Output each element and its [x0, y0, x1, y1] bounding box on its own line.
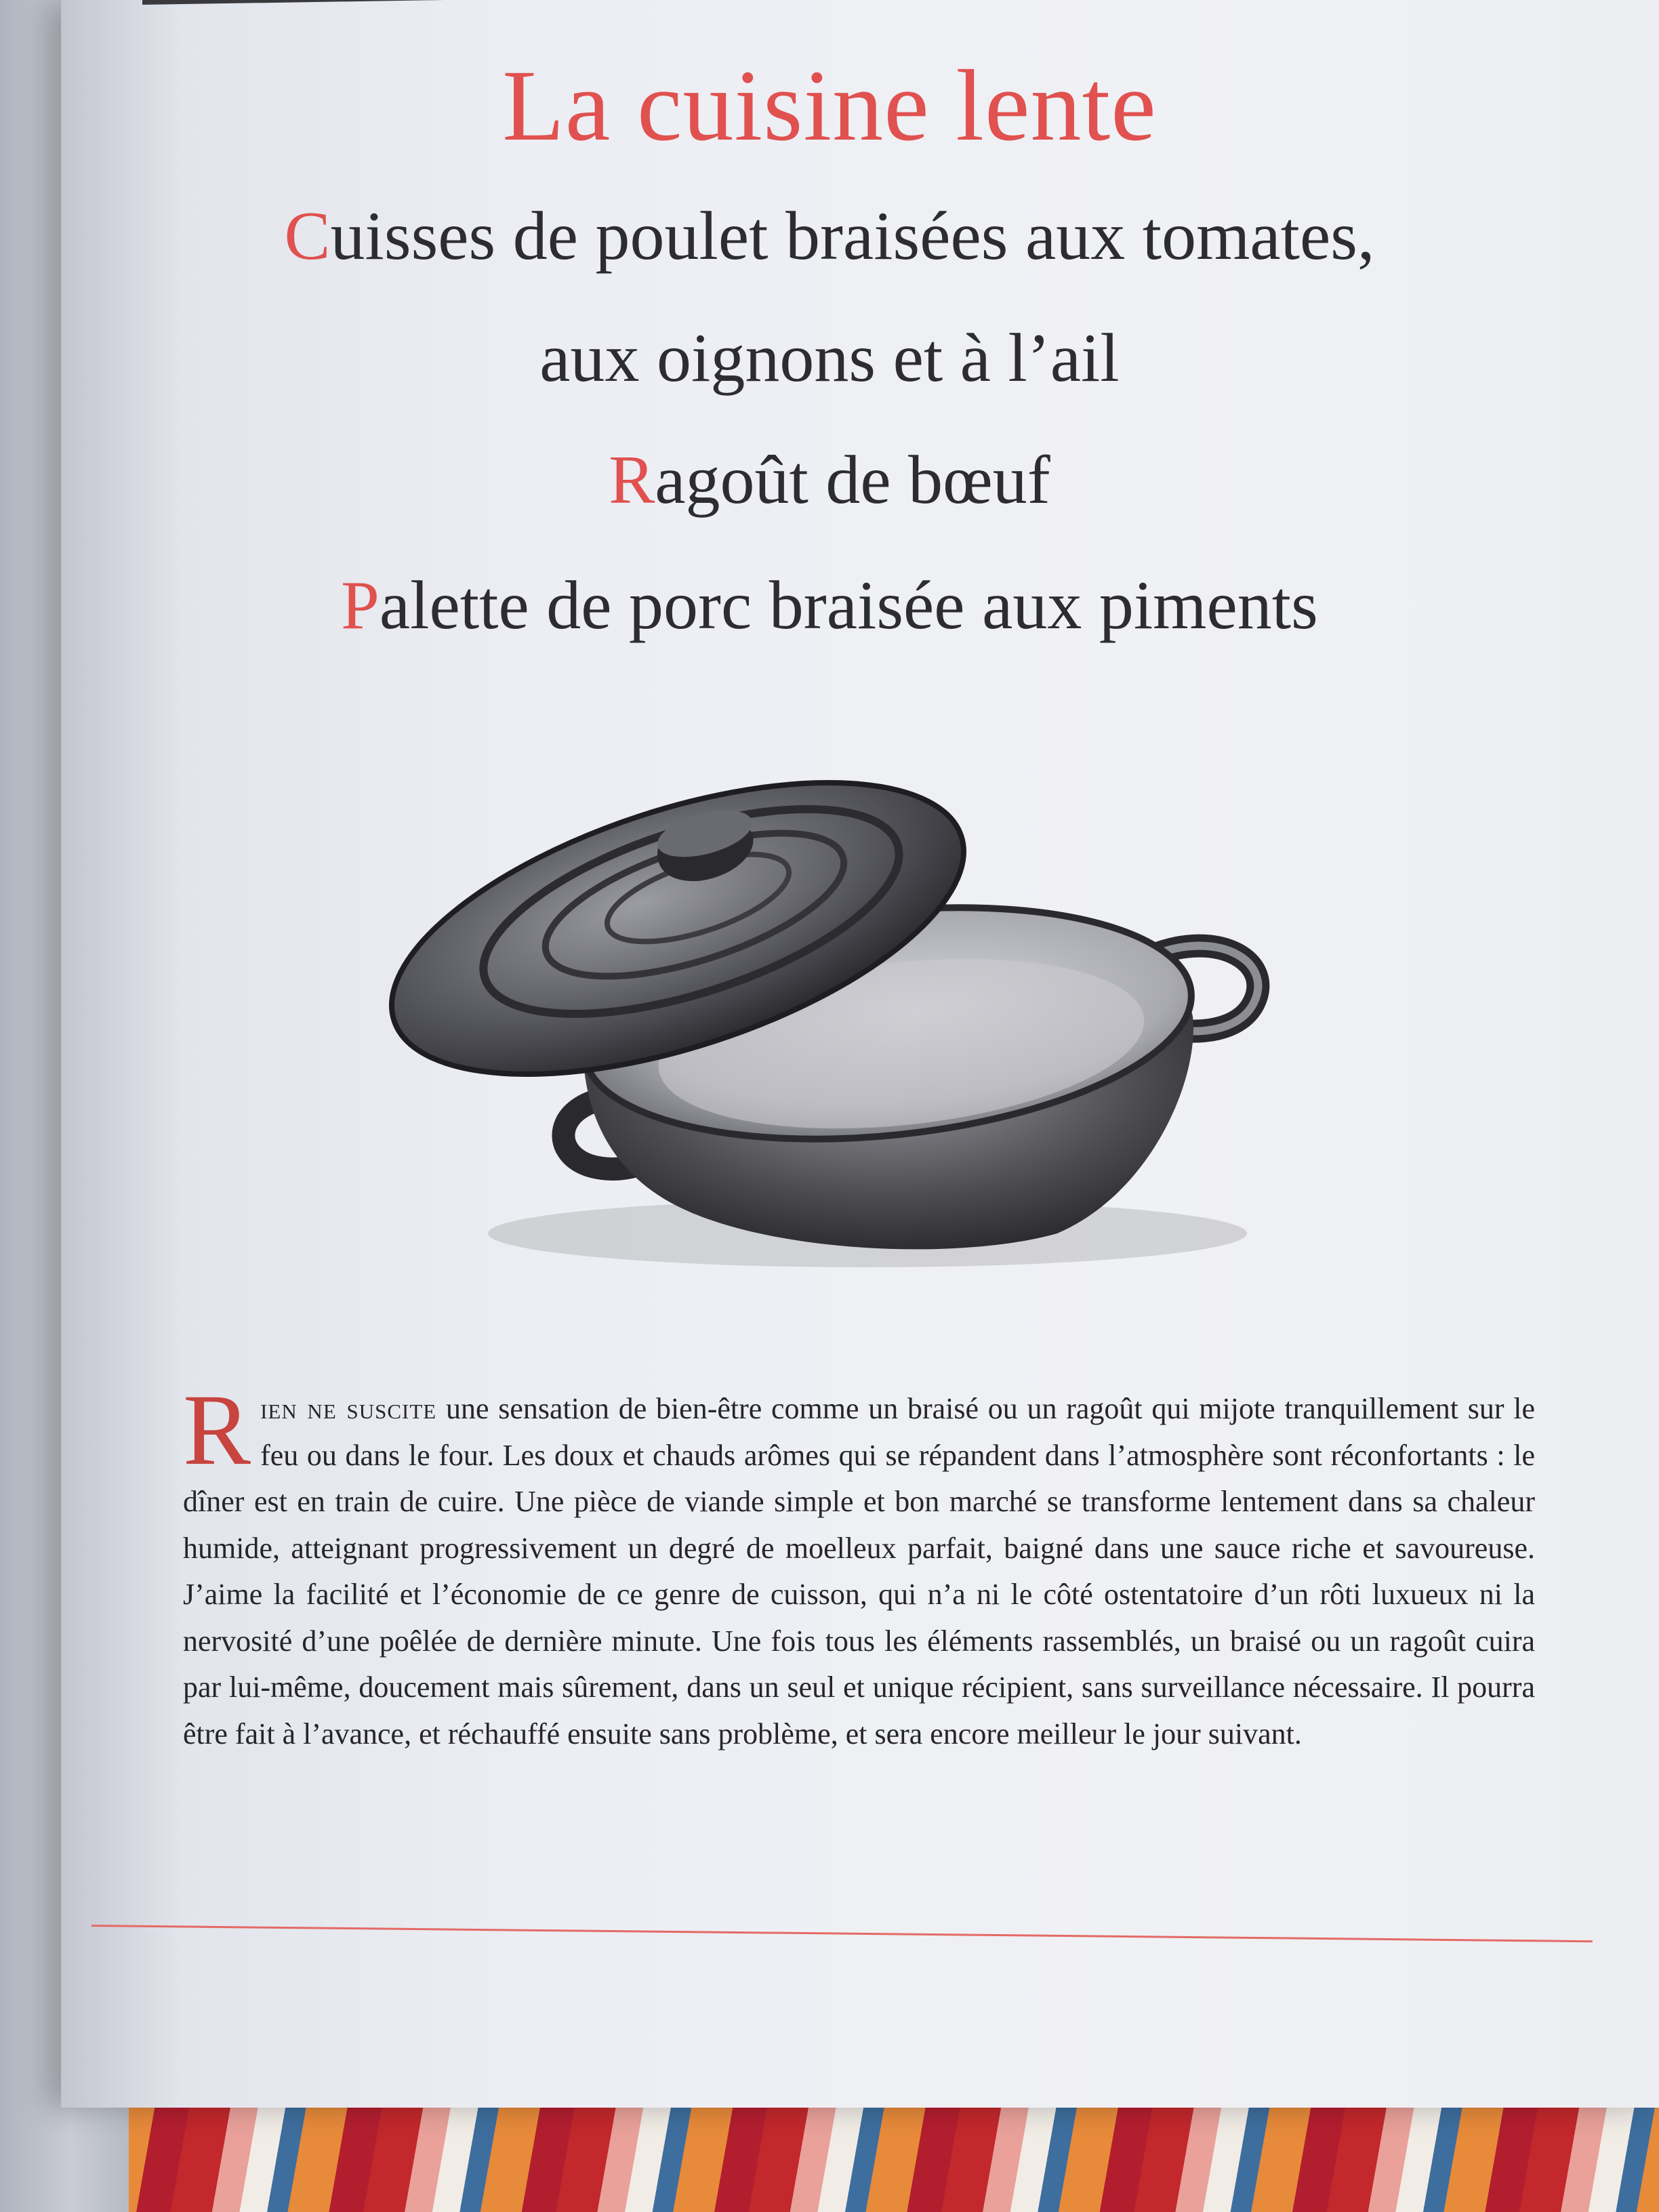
section-title: La cuisine lente — [502, 49, 1157, 162]
recipe-title-text: alette de porc braisée aux piments — [379, 567, 1318, 644]
intro-paragraph — [183, 1374, 1535, 1757]
recipe-initial: R — [609, 442, 655, 518]
recipe-initial: C — [284, 198, 331, 274]
recipe-title-3 — [0, 566, 1659, 645]
recipe-title-1-continued — [0, 319, 1659, 398]
recipe-title-text: uisses de poulet braisées aux tomates, — [330, 198, 1375, 274]
intro-text: une sensation de bien-être comme un braisé ou un ragoût qui mijote tranquillement sur le feu ou dans le four. Les doux et chauds arômes qui se répandent dans l’atmosphère sont réconfortants : le dîner est en train de cuire. Une pièce de viande simple et bon marché se transforme lentement dans sa chaleur humide, atteignant progressivement un degré de moelleux parfait, baigné dans une sauce riche et savoureuse. J’aime la facilité et l’économie de ce genre de cuisson, qui n’a ni le côté ostentatoire d’un rôti luxueux ni la nervosité d’une poêlée de dernière minute. Une fois tous les éléments rassemblés, un braisé ou un ragoût cuira par lui-même, doucement mais sûrement, dans un seul et unique récipient, sans surveillance nécessaire. Il pourra être fait à l’avance, et réchauffé ensuite sans problème, et sera encore meilleur le jour suivant. — [183, 1392, 1535, 1750]
recipe-title-2 — [0, 441, 1659, 520]
recipe-title-text: agoût de bœuf — [655, 442, 1050, 518]
braising-pot-icon — [352, 759, 1301, 1274]
intro-small-caps: ien ne suscite — [260, 1392, 437, 1425]
recipe-title-1 — [0, 197, 1659, 276]
drop-cap: R — [183, 1374, 251, 1486]
recipe-initial: P — [341, 567, 380, 644]
recipe-title-text: aux oignons et à l’ail — [539, 320, 1120, 396]
